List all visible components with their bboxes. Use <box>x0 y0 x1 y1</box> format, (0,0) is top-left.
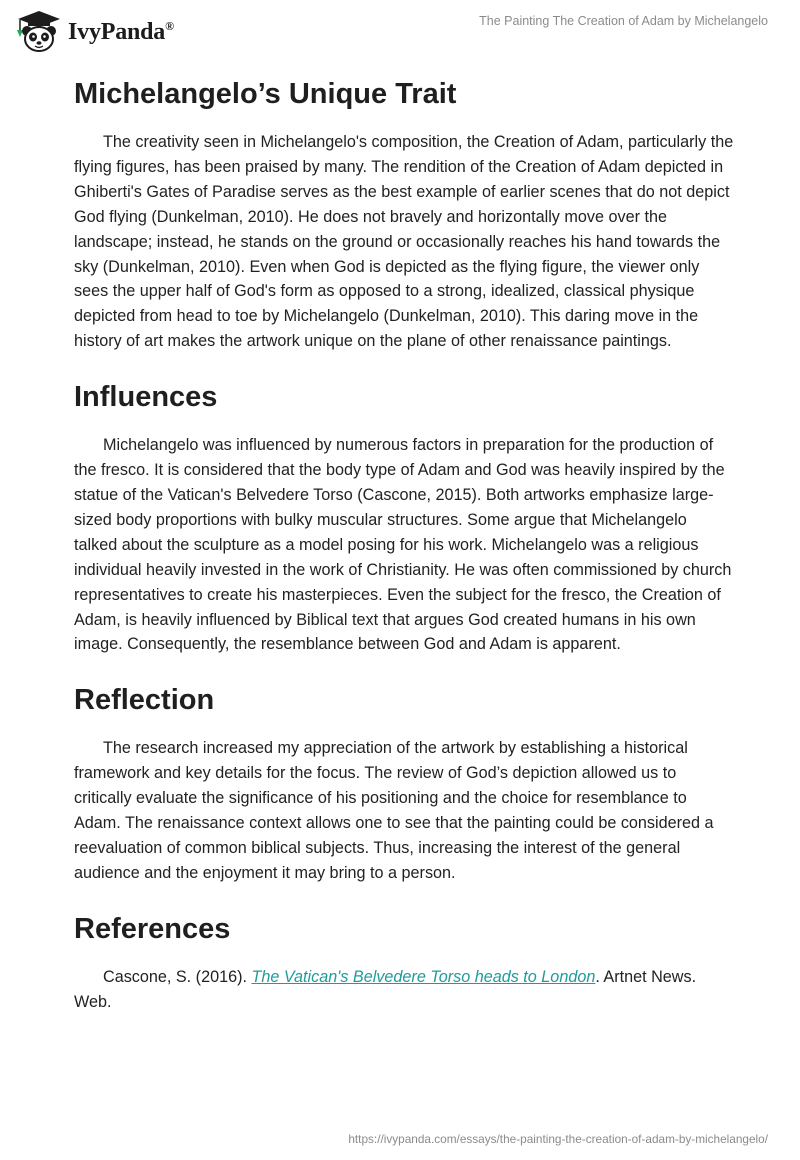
reference-suffix: . Artnet News. Web. <box>74 967 697 1011</box>
section-paragraph: The research increased my appreciation of the artwork by establishing a historical framework and key details for the focus. The review of God’s depiction allowed us to critically evaluate the significance of his positioning and the choice for resemblance to Adam. The renaissance context allows one to see that the painting could be considered a reevaluation of common biblical subjects. Thus, increasing the interest of the general audience and the enjoyment it may bring to a person. <box>74 739 714 882</box>
section-heading: Reflection <box>74 684 215 717</box>
logo-wordmark: IvyPanda® <box>68 19 174 45</box>
section-paragraph: Michelangelo was influenced by numerous factors in preparation for the production of the fresco. It is considered that the body type of Adam and God was heavily inspired by the statue of the Vatican's Belvedere Torso (Cascone, 2015). Both artworks emphasize large-sized body proportions with bulky muscular structures. Some argue that Michelangelo talked about the sculpture as a model posing for his work. Michelangelo was a religious individual heavily invested in the work of Christianity. He was often commissioned by church representatives to create his masterpieces. Even the subject for the fresco, the Creation of Adam, is heavily influenced by Biblical text that argues God created humans in his own image. Consequently, the resemblance between God and Adam is apparent. <box>74 436 732 654</box>
essay-content <box>74 70 734 1015</box>
document-title: The Painting The Creation of Adam by Michelangelo <box>479 14 768 28</box>
section-heading: Influences <box>74 381 218 414</box>
references-heading: References <box>74 912 231 945</box>
reference-prefix: Cascone, S. (2016). <box>103 967 252 986</box>
section-paragraph: The creativity seen in Michelangelo's composition, the Creation of Adam, particularly the flying figures, has been praised by many. The rendition of the Creation of Adam depicted in Ghiberti's Gates of Paradise serves as the best example of earlier scenes that do not depict God flying (Dunkelman, 2010). He does not bravely and horizontally move over the landscape; instead, he stands on the ground or occasionally reaches his hand towards the sky (Dunkelman, 2010). Even when God is depicted as the flying figure, the viewer only sees the upper half of God's form as opposed to a strong, idealized, classical physique depicted from head to toe by Michelangelo (Dunkelman, 2010). This daring move in the history of art makes the artwork unique on the plane of other renaissance paintings. <box>74 133 734 351</box>
panda-logo-icon <box>14 9 64 60</box>
footer-url: https://ivypanda.com/essays/the-painting-the-creation-of-adam-by-michelangelo/ <box>348 1132 768 1146</box>
reference-link[interactable]: The Vatican's Belvedere Torso heads to London <box>251 967 596 986</box>
page-header <box>0 0 800 60</box>
ivypanda-logo[interactable] <box>14 9 174 60</box>
section-heading: Michelangelo’s Unique Trait <box>74 78 457 110</box>
reference-item <box>74 965 734 1015</box>
